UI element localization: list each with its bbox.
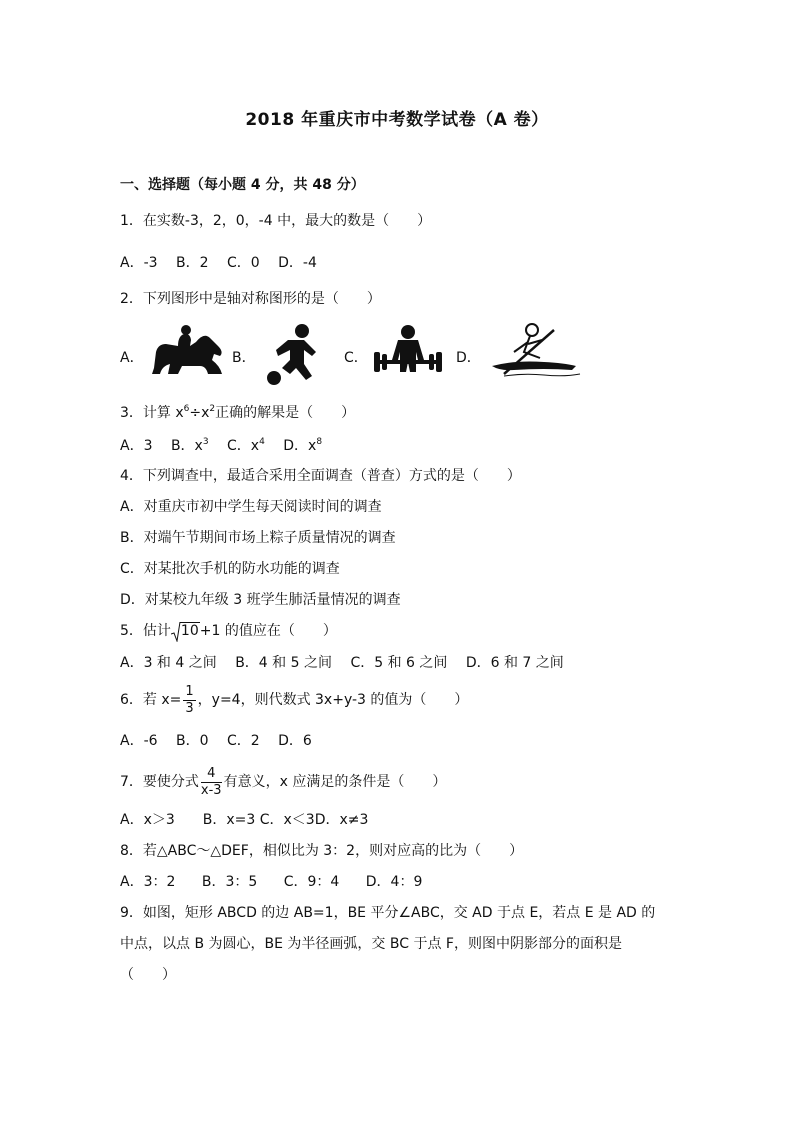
option-c: C．2 (226, 733, 260, 749)
q3-operator: ÷x (189, 405, 210, 421)
option-c (227, 436, 265, 456)
horse-rider-icon (148, 322, 228, 382)
question-8: 8．若△ABC～△DEF，相似比为 3：2，则对应高的比为（ ） (120, 843, 524, 859)
square-root (171, 621, 200, 641)
question-7 (120, 764, 446, 800)
option-b-label: B．x (170, 438, 203, 454)
fraction-denominator: 3 (185, 700, 194, 716)
option-c: C．0 (226, 255, 260, 271)
fraction-4-over-x-3 (201, 766, 222, 799)
figure-label-a: A． (120, 350, 144, 366)
q3-prefix: 3．计算 x (120, 405, 184, 421)
option-b-exponent: 3 (202, 437, 209, 447)
option-a: A．3 和 4 之间 (120, 655, 217, 671)
question-3-options (120, 436, 336, 456)
q3-exponent-1: 6 (183, 404, 190, 414)
option-d (283, 436, 322, 456)
question-5-options (120, 653, 578, 673)
option-a: A．3：2 (120, 874, 176, 890)
question-4-option-d: D．对某校九年级 3 班学生肺活量情况的调查 (120, 592, 401, 608)
q6-prefix: 6．若 x= (120, 692, 182, 708)
page-title: 2018 年重庆市中考数学试卷（A 卷） (245, 110, 549, 130)
question-4-option-c: C．对某批次手机的防水功能的调查 (120, 561, 340, 577)
fraction-numerator: 1 (185, 683, 194, 699)
question-1-options (120, 253, 331, 273)
option-b (171, 436, 209, 456)
question-6 (120, 682, 468, 718)
figure-label-b: B． (232, 350, 256, 366)
q5-suffix: +1 的值应在（ ） (199, 623, 337, 639)
option-d: D．6 (278, 733, 312, 749)
q3-exponent-2: 2 (209, 404, 216, 414)
option-b: B．3：5 (201, 874, 258, 890)
radicand: 10 (180, 623, 199, 639)
question-9-line-2: 中点，以点 B 为圆心，BE 为半径画弧，交 BC 于点 F，则图中阴影部分的面积是 (120, 936, 622, 952)
question-2: 2．下列图形中是轴对称图形的是（ ） (120, 291, 381, 307)
question-7-options: A．x＞3 B．x=3 C．x＜3D．x≠3 (120, 812, 369, 828)
figure-label-d: D． (456, 350, 481, 366)
option-b: B．0 (176, 733, 209, 749)
fraction-denominator: x-3 (200, 782, 222, 798)
option-d-label: D．x (283, 438, 317, 454)
figure-label-c: C． (344, 350, 368, 366)
fraction-numerator: 4 (201, 766, 222, 783)
question-1: 1．在实数-3，2，0，-4 中，最大的数是（ ） (120, 213, 432, 229)
question-6-options (120, 731, 326, 751)
option-b: B．2 (176, 255, 209, 271)
fraction-one-third (183, 684, 195, 717)
question-5 (120, 621, 337, 641)
option-c-exponent: 4 (259, 437, 265, 447)
section-heading: 一、选择题（每小题 4 分，共 48 分） (120, 177, 365, 193)
option-c-label: C．x (227, 438, 260, 454)
question-4-option-b: B．对端午节期间市场上粽子质量情况的调查 (120, 530, 396, 546)
option-c: C．5 和 6 之间 (350, 655, 448, 671)
question-2-figures (120, 322, 590, 388)
question-9-line-1: 9．如图，矩形 ABCD 的边 AB=1，BE 平分∠ABC，交 AD 于点 E，若点 E 是 AD 的 (120, 905, 656, 921)
question-3 (120, 403, 355, 423)
question-9-line-3: （ ） (120, 967, 176, 983)
option-d-exponent: 8 (316, 437, 323, 447)
option-d: D．4：9 (365, 874, 423, 890)
question-4: 4．下列调查中，最适合采用全面调查（普查）方式的是（ ） (120, 468, 521, 484)
q3-suffix: 正确的解果是（ ） (215, 405, 356, 421)
soccer-player-icon (258, 322, 328, 388)
question-4-option-a: A．对重庆市初中学生每天阅读时间的调查 (120, 499, 382, 515)
option-a: A．-3 (120, 255, 158, 271)
option-d: D．6 和 7 之间 (465, 655, 564, 671)
weightlifter-icon (370, 322, 446, 382)
q7-prefix: 7．要使分式 (120, 774, 199, 790)
option-c: C．9：4 (283, 874, 340, 890)
option-a: A．-6 (120, 733, 158, 749)
option-a (120, 436, 152, 456)
question-8-options (120, 872, 436, 892)
kayaker-icon (484, 322, 584, 382)
option-b: B．4 和 5 之间 (235, 655, 332, 671)
option-a-label: A．3 (120, 438, 153, 454)
option-d: D．-4 (278, 255, 317, 271)
q6-suffix: ，y=4，则代数式 3x+y-3 的值为（ ） (197, 692, 469, 708)
q7-suffix: 有意义，x 应满足的条件是（ ） (223, 774, 447, 790)
q5-prefix: 5．估计 (120, 623, 171, 639)
radical-sign-icon (171, 622, 181, 642)
